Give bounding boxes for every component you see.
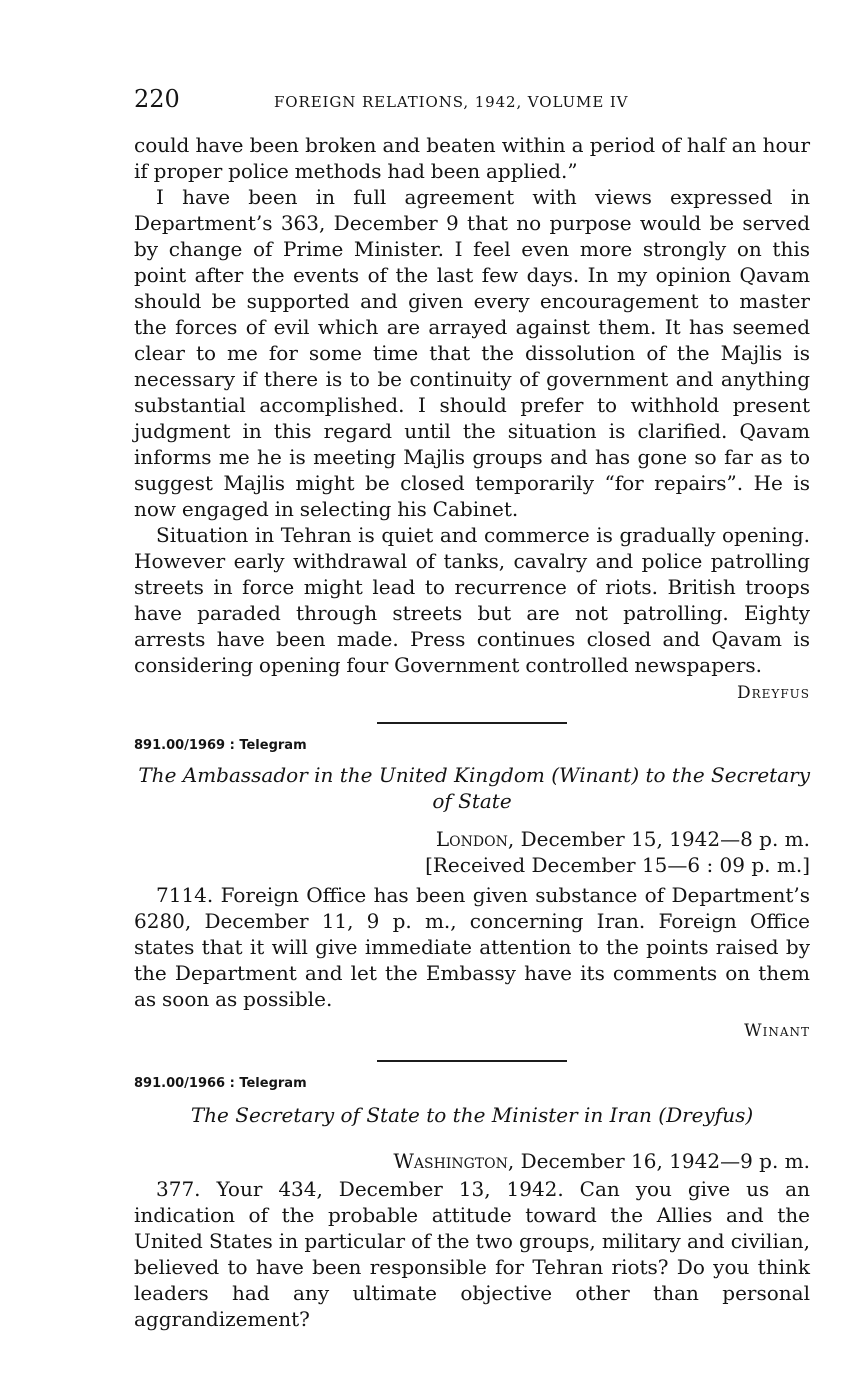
file-reference: 891.00/1969 : Telegram [134,738,307,753]
running-head [134,84,810,120]
dateline [134,1148,810,1174]
dateline [134,826,810,852]
dateline-place: Washington [393,1149,508,1173]
body-paragraph: 7114. Foreign Office has been given substance of Department’s 6280, December 11, 9 p. m., concerning Iran. Foreign Office states that it will give immediate attention to the points raised by the Department and let the Embassy have its comments on them as soon as possible. [134,883,810,1011]
dateline-date: , December 15, 1942—8 p. m. [507,827,810,851]
page-number: 220 [134,85,180,113]
signature-winant: Winant [744,1021,810,1041]
running-head-title: FOREIGN RELATIONS, 1942, VOLUME IV [274,93,629,111]
document-title-continuation: of State [432,789,512,813]
document-page [134,84,810,1332]
body-paragraph: could have been broken and beaten within a period of half an hour if proper police methods had been applied.” [134,133,810,183]
section-divider [377,1060,567,1062]
body-paragraph: 377. Your 434, December 13, 1942. Can you give us an indication of the probable attitude toward the Allies and the United States in particular of the two groups, military and civilian, believed to have been responsible for Tehran riots? Do you think leaders had any ultimate objective other than personal aggrandizement? [134,1177,810,1331]
body-paragraph: Situation in Tehran is quiet and commerce is gradually opening. However early withdrawal of tanks, cavalry and police patrolling streets in force might lead to recurrence of riots. British troops have paraded through streets but are not patrolling. Eighty arrests have been made. Press continues closed and Qavam is considering opening four Government controlled newspapers. [134,523,810,677]
dateline-date: , December 16, 1942—9 p. m. [507,1149,810,1173]
signature-dreyfus: Dreyfus [736,683,810,703]
section-divider [377,722,567,724]
document-title: The Secretary of State to the Minister in Iran (Dreyfus) [190,1103,754,1127]
document-title-line: The Ambassador in the United Kingdom (Winant) to the Secretary [138,763,810,787]
received-note: [Received December 15—6 : 09 p. m.] [425,853,810,877]
body-paragraph: I have been in full agreement with views expressed in Department’s 363, December 9 that no purpose would be served by change of Prime Minister. I feel even more strongly on this point after the events of the last few days. In my opinion Qavam should be supported and given every encouragement to master the forces of evil which are arrayed against them. It has seemed clear to me for some time that the dissolution of the Majlis is necessary if there is to be continuity of government and anything substantial accomplished. I should prefer to withhold present judgment in this regard until the situation is clarified. Qavam informs me he is meeting Majlis groups and has gone so far as to suggest Majlis might be closed temporarily “for repairs”. He is now engaged in selecting his Cabinet. [134,185,810,521]
dateline-place: London [435,827,508,851]
document-title [134,762,810,788]
file-reference: 891.00/1966 : Telegram [134,1076,307,1091]
